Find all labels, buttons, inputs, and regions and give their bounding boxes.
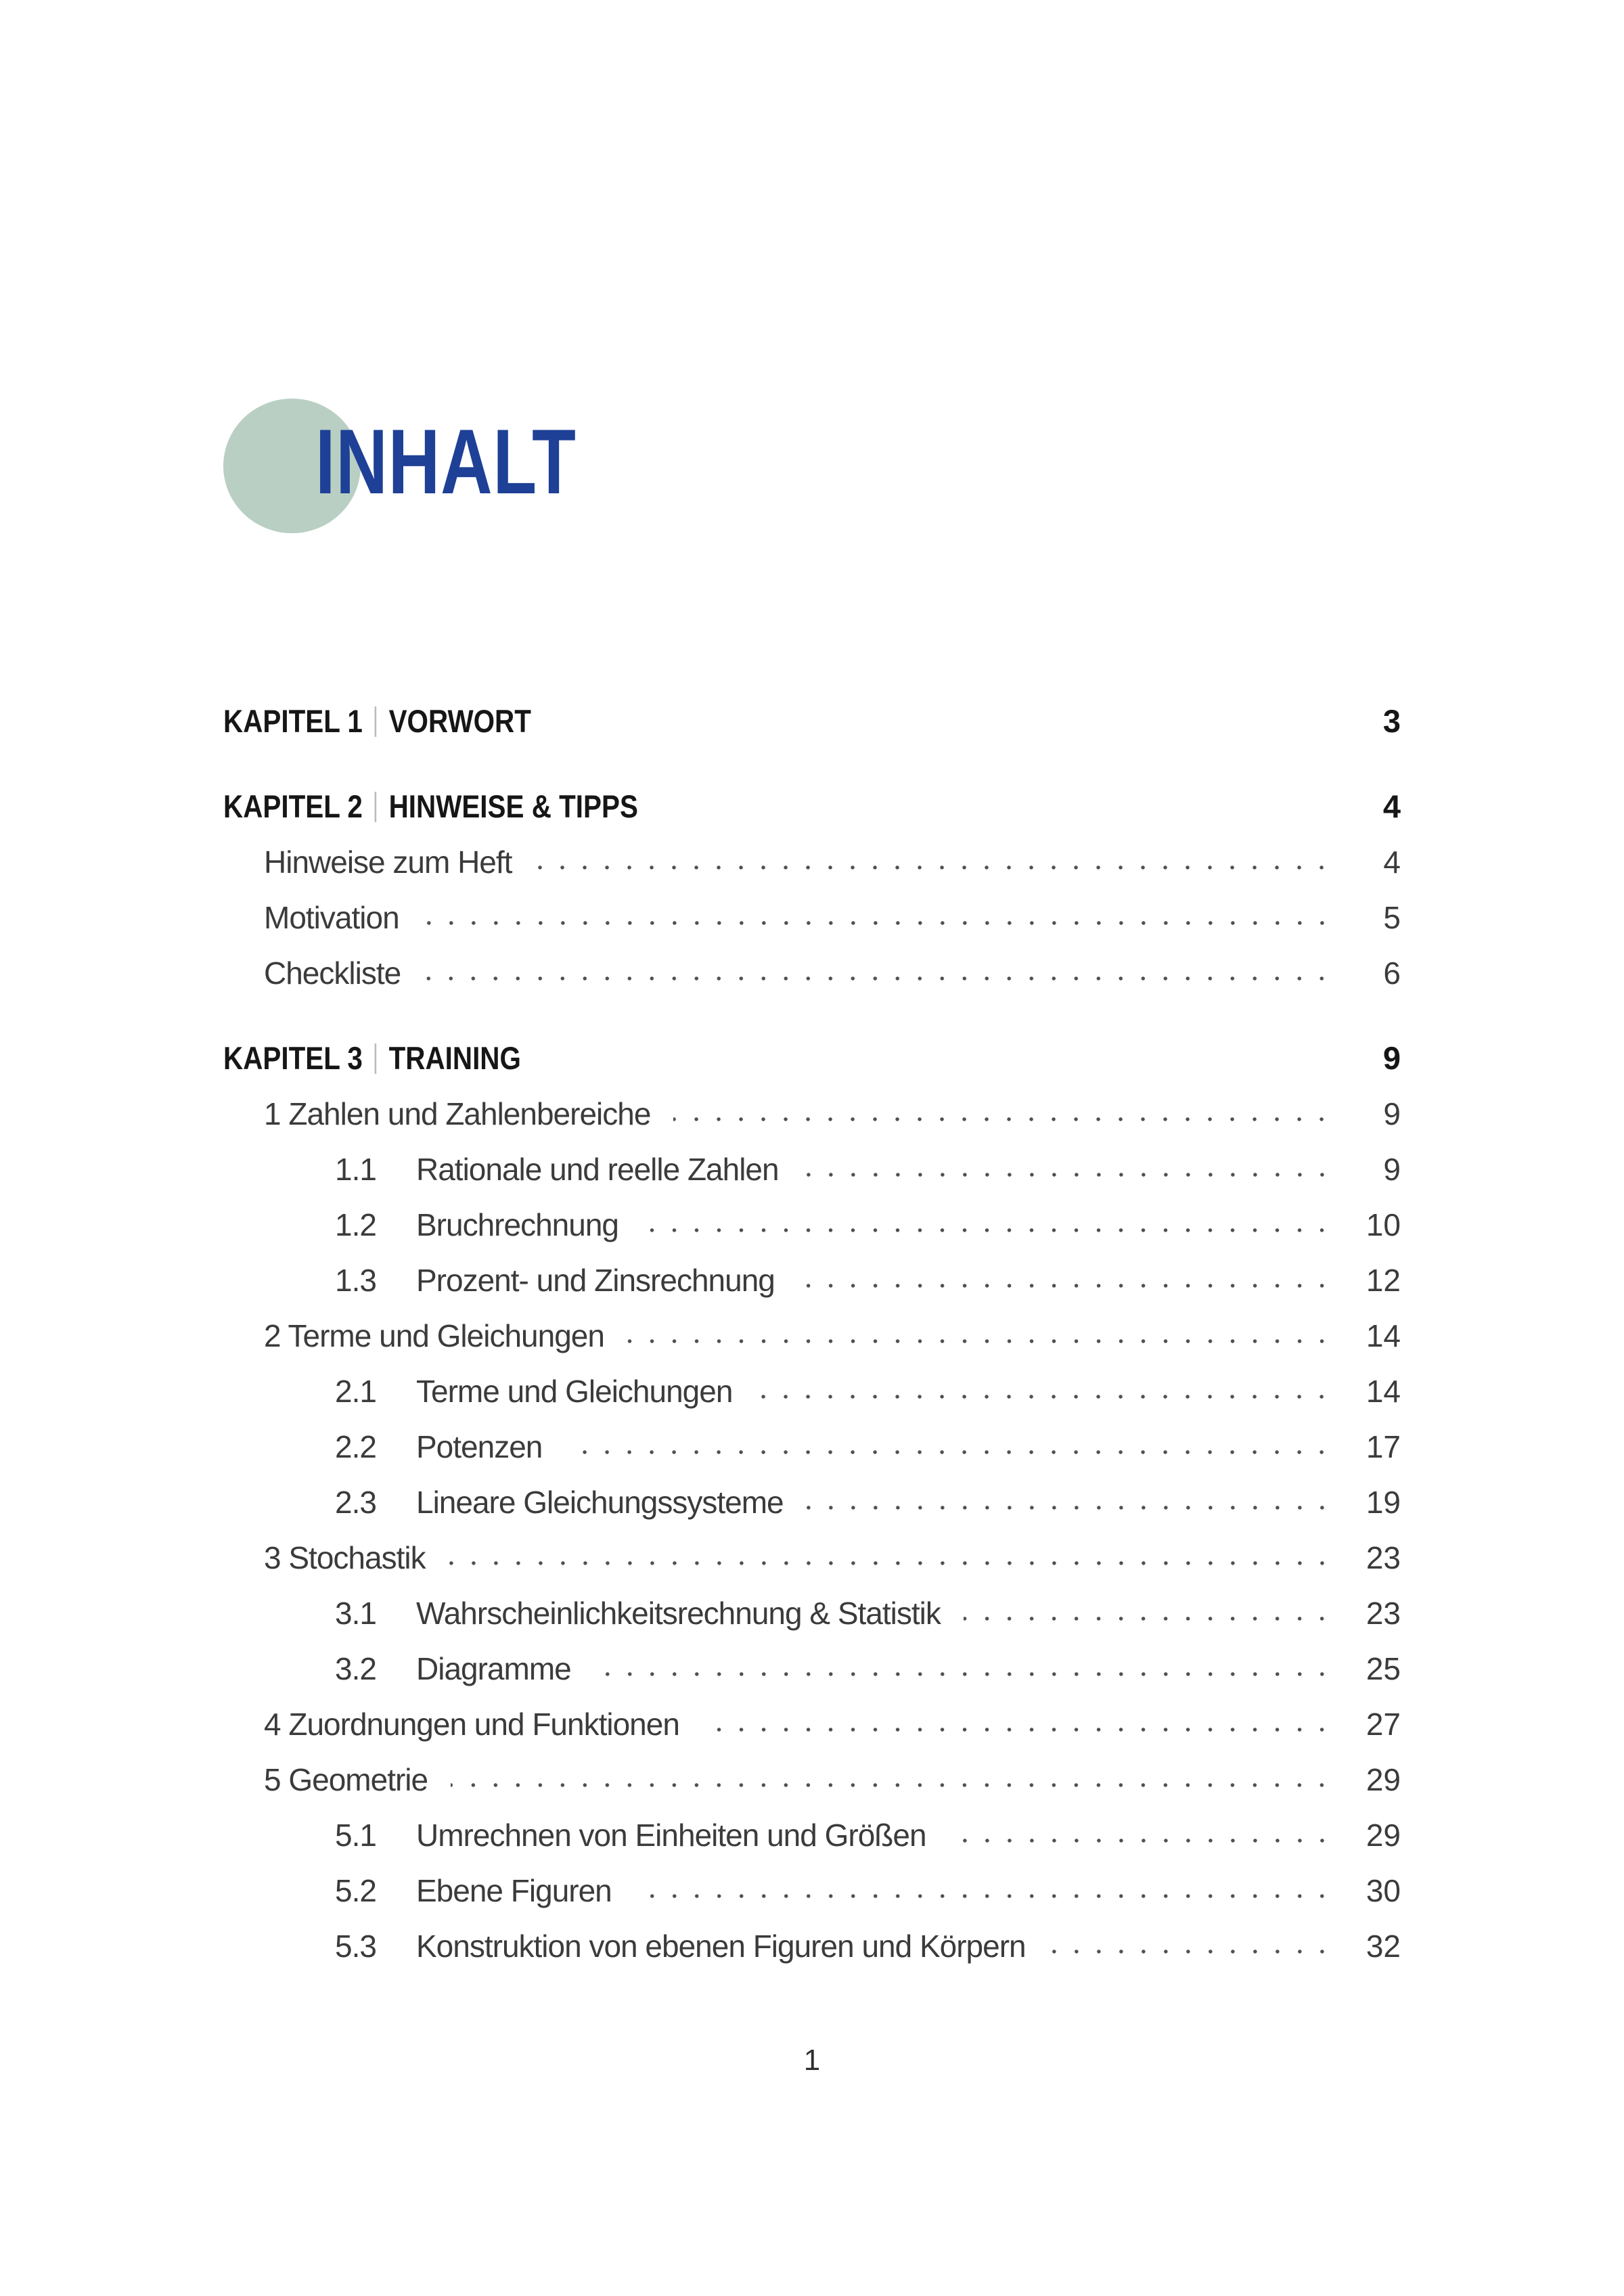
page-title: INHALT (315, 410, 577, 513)
entry-title: Lineare Gleichungssysteme (416, 1485, 784, 1520)
toc-chapter-row (223, 1031, 1401, 1086)
chapter-separator-bar (375, 706, 377, 737)
dot-leader (798, 1280, 1333, 1291)
toc-entry-row (223, 834, 1401, 890)
entry-number: 1.2 (335, 1207, 376, 1242)
entry-title: Umrechnen von Einheiten und Größen (416, 1818, 926, 1853)
entry-title: Diagramme (416, 1651, 571, 1686)
entry-number: 2.1 (335, 1374, 376, 1409)
toc-entry-row (223, 1197, 1401, 1253)
entry-number: 2.3 (335, 1485, 376, 1520)
entry-number: 1.1 (335, 1152, 376, 1187)
entry-title: 5 Geometrie (264, 1762, 428, 1797)
entry-number: 5.3 (335, 1929, 376, 1964)
entry-page-number: 29 (1366, 1762, 1401, 1797)
dot-leader (565, 1447, 1333, 1458)
entry-title: Bruchrechnung (416, 1207, 618, 1242)
dot-leader (802, 1169, 1333, 1180)
entry-page-number: 14 (1366, 1318, 1401, 1353)
entry-number: 1.3 (335, 1263, 376, 1298)
toc-entry-row (223, 1086, 1401, 1142)
chapter-title: TRAINING (388, 1040, 521, 1076)
toc-entry-row (223, 1530, 1401, 1585)
chapter-heading (223, 694, 531, 749)
entry-title: Checkliste (264, 955, 401, 991)
entry-title: Prozent- und Zinsrechnung (416, 1263, 775, 1298)
dot-leader (449, 1558, 1333, 1569)
entry-page-number: 9 (1383, 1152, 1401, 1187)
chapter-page-number: 9 (1382, 1040, 1401, 1076)
toc-entry-row (223, 1863, 1401, 1918)
entry-number: 5.2 (335, 1873, 376, 1908)
dot-leader (807, 1502, 1333, 1513)
entry-page-number: 6 (1383, 955, 1401, 991)
entry-title: Hinweise zum Heft (264, 845, 512, 880)
entry-page-number: 17 (1366, 1429, 1401, 1464)
toc-entry-row (223, 890, 1401, 945)
chapter-label: KAPITEL 2 (223, 788, 363, 824)
toc-entry-row (223, 1918, 1401, 1974)
entry-number: 2.2 (335, 1429, 376, 1464)
chapter-title: HINWEISE & TIPPS (388, 788, 638, 824)
dot-leader (422, 918, 1333, 928)
entry-title: Motivation (264, 900, 399, 935)
toc-entry-row (223, 1142, 1401, 1197)
chapter-separator-bar (375, 792, 377, 822)
dot-leader (424, 973, 1333, 984)
entry-page-number: 23 (1366, 1540, 1401, 1575)
entry-title: Rationale und reelle Zahlen (416, 1152, 779, 1187)
toc-entry-row (223, 1807, 1401, 1863)
chapter-label: KAPITEL 1 (223, 703, 363, 739)
dot-leader (594, 1669, 1333, 1680)
toc-entry-row (223, 1253, 1401, 1308)
toc-entry-row (223, 1419, 1401, 1475)
toc-entry-row (223, 1696, 1401, 1752)
entry-page-number: 19 (1366, 1485, 1401, 1520)
entry-page-number: 4 (1383, 845, 1401, 880)
entry-page-number: 12 (1366, 1263, 1401, 1298)
dot-leader (635, 1891, 1333, 1901)
chapter-title: VORWORT (388, 703, 531, 739)
footer-page-number: 1 (803, 2044, 821, 2077)
entry-number: 3.2 (335, 1651, 376, 1686)
entry-page-number: 23 (1366, 1596, 1401, 1631)
dot-leader (702, 1724, 1333, 1735)
chapter-heading (223, 779, 638, 834)
entry-page-number: 10 (1366, 1207, 1401, 1242)
entry-page-number: 32 (1366, 1929, 1401, 1964)
dot-leader (949, 1835, 1333, 1846)
entry-page-number: 25 (1366, 1651, 1401, 1686)
dot-leader (641, 1225, 1333, 1236)
toc (223, 694, 1401, 1974)
entry-title: Potenzen (416, 1429, 543, 1464)
chapter-label: KAPITEL 3 (223, 1040, 363, 1076)
toc-entry-row (223, 1475, 1401, 1530)
entry-title: 1 Zahlen und Zahlenbereiche (264, 1096, 651, 1131)
dot-leader (451, 1780, 1333, 1791)
dot-leader (627, 1336, 1333, 1347)
toc-entry-row (223, 1585, 1401, 1641)
entry-number: 3.1 (335, 1596, 376, 1631)
toc-entry-row (223, 945, 1401, 1001)
entry-page-number: 9 (1383, 1096, 1401, 1131)
dot-leader (535, 862, 1333, 873)
entry-title: Terme und Gleichungen (416, 1374, 733, 1409)
dot-leader (964, 1613, 1333, 1624)
entry-number: 5.1 (335, 1818, 376, 1853)
dot-leader (1049, 1946, 1333, 1957)
toc-chapter-row (223, 694, 1401, 749)
chapter-heading (223, 1031, 521, 1086)
chapter-separator-bar (375, 1043, 377, 1074)
chapter-page-number: 3 (1382, 703, 1401, 739)
entry-page-number: 30 (1366, 1873, 1401, 1908)
dot-leader (755, 1391, 1333, 1402)
toc-entry-row (223, 1364, 1401, 1419)
entry-page-number: 29 (1366, 1818, 1401, 1853)
entry-title: 4 Zuordnungen und Funktionen (264, 1707, 679, 1742)
toc-chapter-row (223, 779, 1401, 834)
entry-page-number: 14 (1366, 1374, 1401, 1409)
entry-title: Wahrscheinlichkeitsrechnung & Statistik (416, 1596, 941, 1631)
chapter-page-number: 4 (1382, 788, 1401, 824)
entry-title: Konstruktion von ebenen Figuren und Körpern (416, 1929, 1026, 1964)
entry-page-number: 5 (1383, 900, 1401, 935)
dot-leader (673, 1114, 1333, 1125)
toc-entry-row (223, 1308, 1401, 1364)
entry-page-number: 27 (1366, 1707, 1401, 1742)
entry-title: 2 Terme und Gleichungen (264, 1318, 604, 1353)
toc-entry-row (223, 1641, 1401, 1696)
entry-title: 3 Stochastik (264, 1540, 426, 1575)
toc-entry-row (223, 1752, 1401, 1807)
entry-title: Ebene Figuren (416, 1873, 612, 1908)
